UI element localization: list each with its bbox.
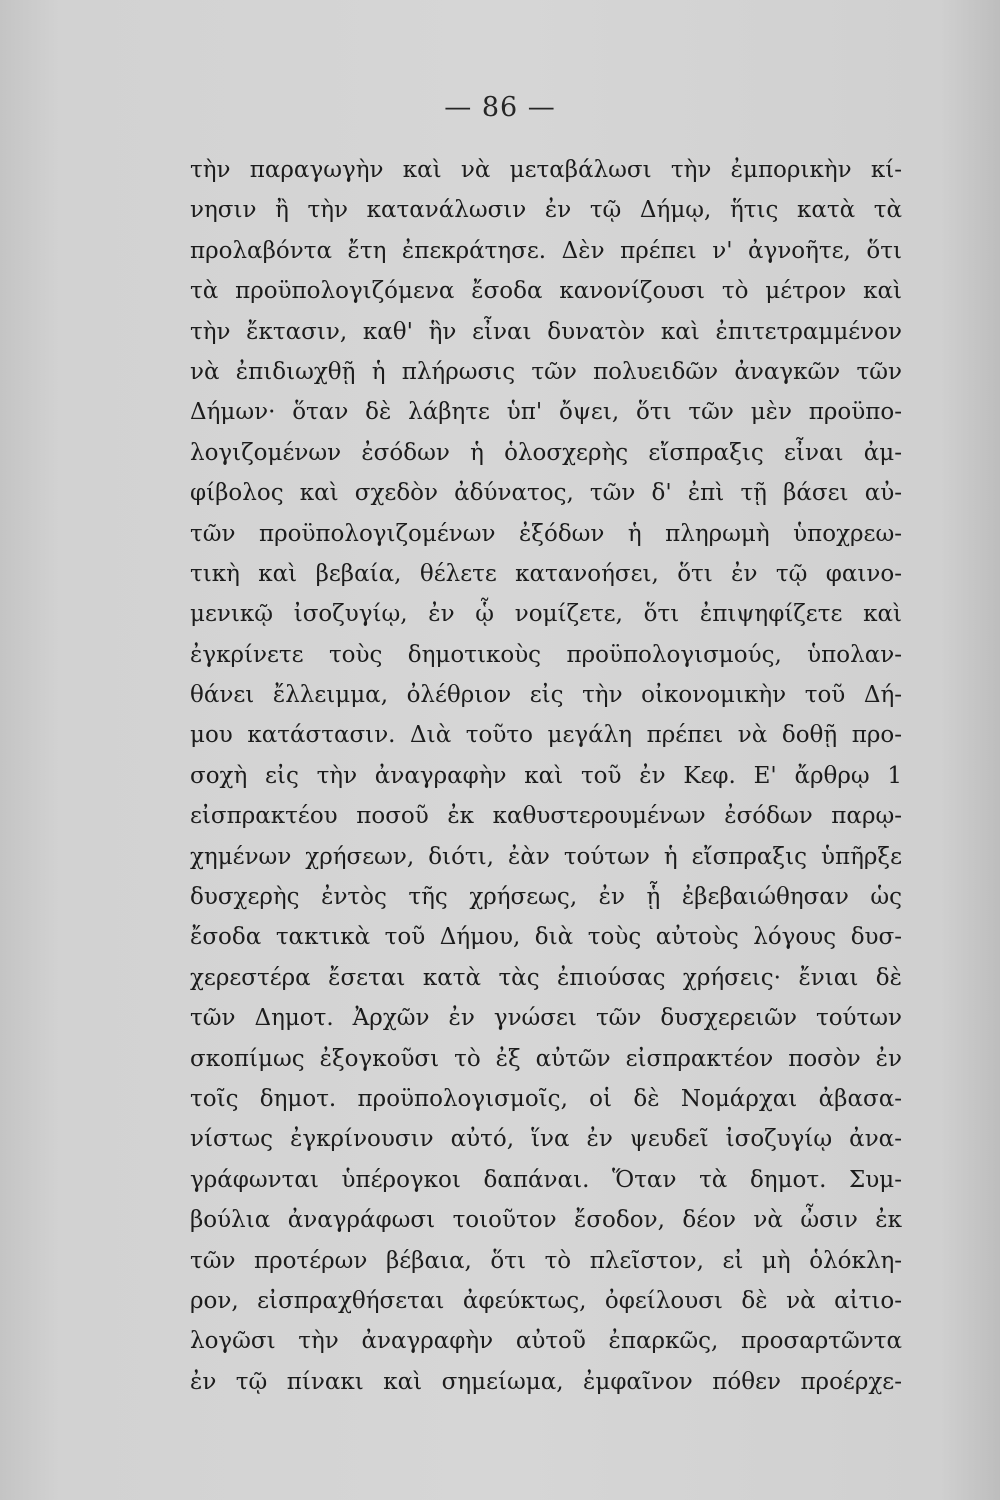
text-line: τῶν Δημοτ. Ἀρχῶν ἐν γνώσει τῶν δυσχερειῶν τούτων xyxy=(190,1005,902,1032)
text-line: ἔσοδα τακτικὰ τοῦ Δήμου, διὰ τοὺς αὐτοὺς λόγους δυσ- xyxy=(190,924,902,951)
text-line: τὴν ἔκτασιν, καθ' ἣν εἶναι δυνατὸν καὶ ἐπιτετραμμένον xyxy=(190,318,902,345)
text-line: γράφωνται ὑπέρογκοι δαπάναι. Ὅταν τὰ δημοτ. Συμ- xyxy=(190,1166,902,1193)
text-line: ἐγκρίνετε τοὺς δημοτικοὺς προϋπολογισμούς, ὑπολαν- xyxy=(190,641,902,668)
text-line: Δήμων· ὅταν δὲ λάβητε ὑπ' ὄψει, ὅτι τῶν μὲν προϋπο- xyxy=(190,399,902,426)
text-line: σοχὴ εἰς τὴν ἀναγραφὴν καὶ τοῦ ἐν Κεφ. Ε' ἄρθρῳ 1 xyxy=(190,762,902,789)
text-line: νὰ ἐπιδιωχθῇ ἡ πλήρωσις τῶν πολυειδῶν ἀναγκῶν τῶν xyxy=(190,358,902,385)
text-line: βούλια ἀναγράφωσι τοιοῦτον ἔσοδον, δέον νὰ ὦσιν ἐκ xyxy=(190,1207,902,1234)
text-line: τῶν προϋπολογιζομένων ἐξόδων ἡ πληρωμὴ ὑποχρεω- xyxy=(190,520,902,547)
text-line: μενικῷ ἰσοζυγίῳ, ἐν ᾧ νομίζετε, ὅτι ἐπιψηφίζετε καὶ xyxy=(190,601,902,628)
text-line: φίβολος καὶ σχεδὸν ἀδύνατος, τῶν δ' ἐπὶ τῇ βάσει αὐ- xyxy=(190,480,902,507)
text-line: προλαβόντα ἔτη ἐπεκράτησε. Δὲν πρέπει ν' ἀγνοῆτε, ὅτι xyxy=(190,237,902,264)
text-line: μου κατάστασιν. Διὰ τοῦτο μεγάλη πρέπει νὰ δοθῇ προ- xyxy=(190,722,902,749)
text-line: χερεστέρα ἔσεται κατὰ τὰς ἐπιούσας χρήσεις· ἔνιαι δὲ xyxy=(190,964,902,991)
text-line: λογιζομένων ἐσόδων ἡ ὁλοσχερὴς εἴσπραξις εἶναι ἀμ- xyxy=(190,439,902,466)
text-line: τοῖς δημοτ. προϋπολογισμοῖς, οἱ δὲ Νομάρχαι ἀβασα- xyxy=(190,1085,902,1112)
text-line: τικὴ καὶ βεβαία, θέλετε κατανοήσει, ὅτι ἐν τῷ φαινο- xyxy=(190,560,902,587)
text-line: σκοπίμως ἐξογκοῦσι τὸ ἐξ αὐτῶν εἰσπρακτέον ποσὸν ἐν xyxy=(190,1045,902,1072)
text-line: τὴν παραγωγὴν καὶ νὰ μεταβάλωσι τὴν ἐμπορικὴν κί- xyxy=(190,157,902,183)
text-line: τῶν προτέρων βέβαια, ὅτι τὸ πλεῖστον, εἰ μὴ ὁλόκλη- xyxy=(190,1247,902,1274)
text-line: θάνει ἔλλειμμα, ὀλέθριον εἰς τὴν οἰκονομικὴν τοῦ Δή- xyxy=(190,682,902,709)
text-line: εἰσπρακτέου ποσοῦ ἐκ καθυστερουμένων ἐσόδων παρῳ- xyxy=(190,803,902,830)
text-line: λογῶσι τὴν ἀναγραφὴν αὐτοῦ ἐπαρκῶς, προσαρτῶντα xyxy=(190,1328,902,1355)
text-line: δυσχερὴς ἐντὸς τῆς χρήσεως, ἐν ᾗ ἐβεβαιώθησαν ὡς xyxy=(190,884,902,911)
text-line: τὰ προϋπολογιζόμενα ἔσοδα κανονίζουσι τὸ μέτρον καὶ xyxy=(190,278,902,305)
text-line: νησιν ἢ τὴν κατανάλωσιν ἐν τῷ Δήμῳ, ἥτις κατὰ τὰ xyxy=(190,197,902,224)
text-line: ρον, εἰσπραχθήσεται ἀφεύκτως, ὀφείλουσι δὲ νὰ αἰτιο- xyxy=(190,1287,902,1314)
body-text xyxy=(190,150,902,1402)
text-line: ἐν τῷ πίνακι καὶ σημείωμα, ἐμφαῖνον πόθεν προέρχε- xyxy=(190,1368,902,1395)
text-line: χημένων χρήσεων, διότι, ἐὰν τούτων ἡ εἴσπραξις ὑπῆρξε xyxy=(190,843,902,870)
page-number: — 86 — xyxy=(444,92,556,123)
text-line: νίστως ἐγκρίνουσιν αὐτό, ἵνα ἐν ψευδεῖ ἰσοζυγίῳ ἀνα- xyxy=(190,1126,902,1153)
